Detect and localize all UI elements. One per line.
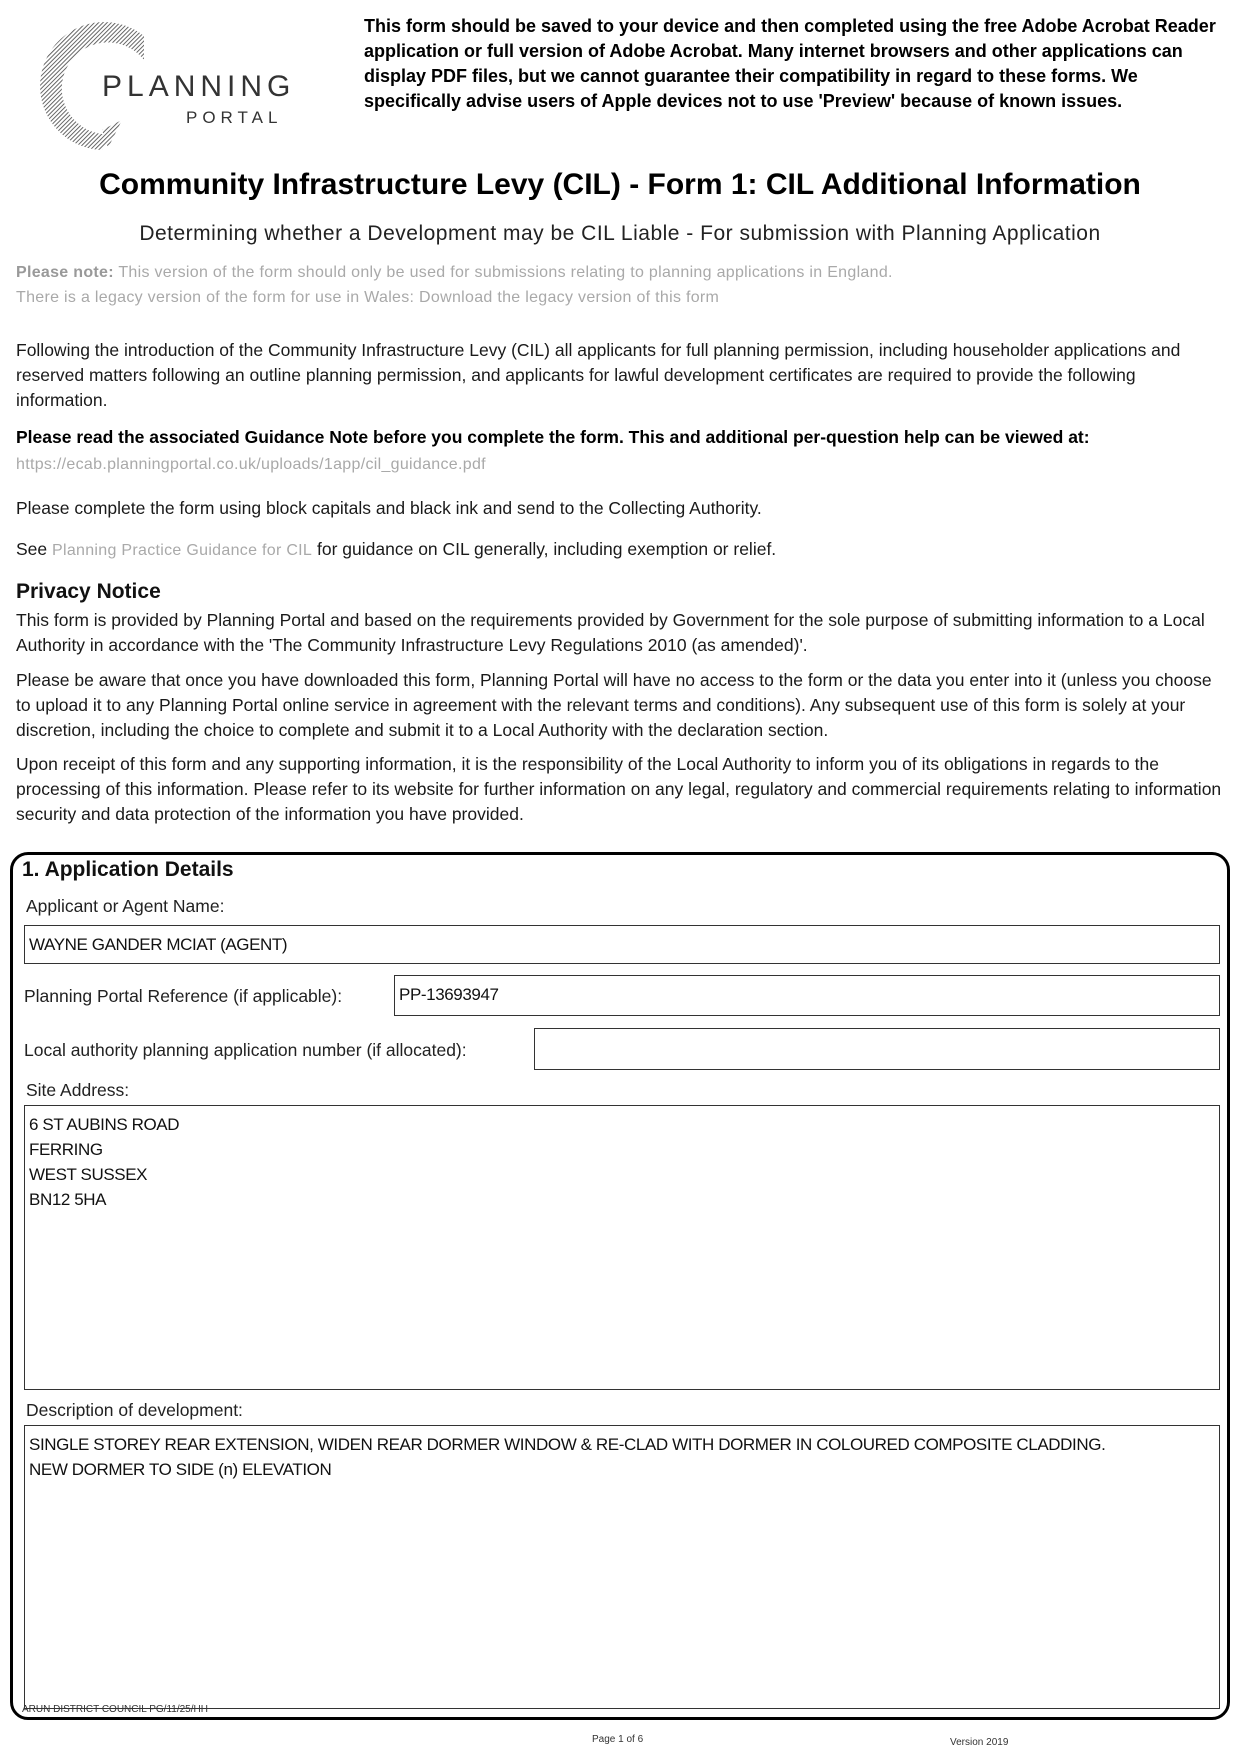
please-note-line1: This version of the form should only be used for submissions relating to planning applications in England. <box>118 264 893 281</box>
description-label: Description of development: <box>26 1400 243 1420</box>
form-subtitle: Determining whether a Development may be CIL Liable - For submission with Planning Application <box>139 222 1101 245</box>
privacy-paragraph-2: Please be aware that once you have downloaded this form, Planning Portal will have no access to the form or the data you enter into it (unless you choose to upload it to any Planning Portal online service in agreement with the relevant terms and conditions). Any subsequent use of this form is solely at your discretion, including the choice to complete and submit it to a Local Authority with the declaration section. <box>16 670 1212 740</box>
please-note-line2: There is a legacy version of the form for use in Wales: <box>16 289 415 306</box>
intro-paragraph: Following the introduction of the Community Infrastructure Levy (CIL) all applicants for full planning permission, including householder applications and reserved matters following an outline planning permission, and applicants for lawful development certificates are required to provide the following information. <box>16 340 1181 410</box>
site-address-field[interactable]: 6 ST AUBINS ROAD FERRING WEST SUSSEX BN12 5HA <box>24 1105 1220 1390</box>
privacy-paragraph-1: This form is provided by Planning Portal and based on the requirements provided by Government for the sole purpose of submitting information to a Local Authority in accordance with the 'The Community Infrastructure Levy Regulations 2010 (as amended)'. <box>16 610 1205 655</box>
portal-ref-label: Planning Portal Reference (if applicable): <box>24 986 343 1006</box>
version-label: Version 2019 <box>950 1737 1009 1748</box>
legacy-form-link[interactable]: Download the legacy version of this form <box>419 289 720 306</box>
privacy-heading: Privacy Notice <box>16 580 161 603</box>
complete-instruction: Please complete the form using block capitals and black ink and send to the Collecting Authority. <box>16 498 762 518</box>
section-heading: 1. Application Details <box>22 858 234 881</box>
logo-text-portal: PORTAL <box>186 108 283 127</box>
form-title: Community Infrastructure Levy (CIL) - Form 1: CIL Additional Information <box>99 168 1141 201</box>
planning-portal-logo <box>18 22 318 154</box>
please-note <box>16 260 1226 310</box>
description-field[interactable]: SINGLE STOREY REAR EXTENSION, WIDEN REAR DORMER WINDOW & RE-CLAD WITH DORMER IN COLOURED COMPOSITE CLADDING. NEW DORMER TO SIDE (n) ELEVATION <box>24 1425 1220 1709</box>
page-number: Page 1 of 6 <box>592 1734 644 1745</box>
guidance-link[interactable]: https://ecab.planningportal.co.uk/uploads/1app/cil_guidance.pdf <box>16 456 486 473</box>
la-number-label: Local authority planning application number (if allocated): <box>24 1040 467 1060</box>
applicant-name-field[interactable]: WAYNE GANDER MCIAT (AGENT) <box>24 925 1220 964</box>
privacy-paragraph-3: Upon receipt of this form and any supporting information, it is the responsibility of the Local Authority to inform you of its obligations in regards to the processing of this information. Please refer to its website for further information on any legal, regulatory and commercial requirements relating to information security and data protection of the information you have provided. <box>16 754 1222 824</box>
see-prefix: See <box>16 539 48 559</box>
please-note-label: Please note: <box>16 264 114 281</box>
see-guidance <box>16 537 1226 563</box>
applicant-label: Applicant or Agent Name: <box>26 896 225 916</box>
guidance-heading: Please read the associated Guidance Note before you complete the form. This and additional per-question help can be viewed at: <box>16 427 1090 447</box>
see-suffix: for guidance on CIL generally, including exemption or relief. <box>317 539 777 559</box>
pp-guidance-link[interactable]: Planning Practice Guidance for CIL <box>52 542 313 559</box>
council-reference: ARUN DISTRICT COUNCIL PG/11/25/HH <box>22 1704 208 1715</box>
site-address-label: Site Address: <box>26 1080 130 1100</box>
la-number-field[interactable] <box>534 1028 1220 1070</box>
header-notice: This form should be saved to your device and then completed using the free Adobe Acrobat Reader application or full version of Adobe Acrobat. Many internet browsers and other applications can display PDF files, but we cannot guarantee their compatibility in regard to these forms. We specifically advise users of Apple devices not to use 'Preview' because of known issues. <box>364 16 1216 111</box>
portal-ref-field[interactable]: PP-13693947 <box>394 975 1220 1016</box>
logo-text-planning: PLANNING <box>102 70 296 103</box>
